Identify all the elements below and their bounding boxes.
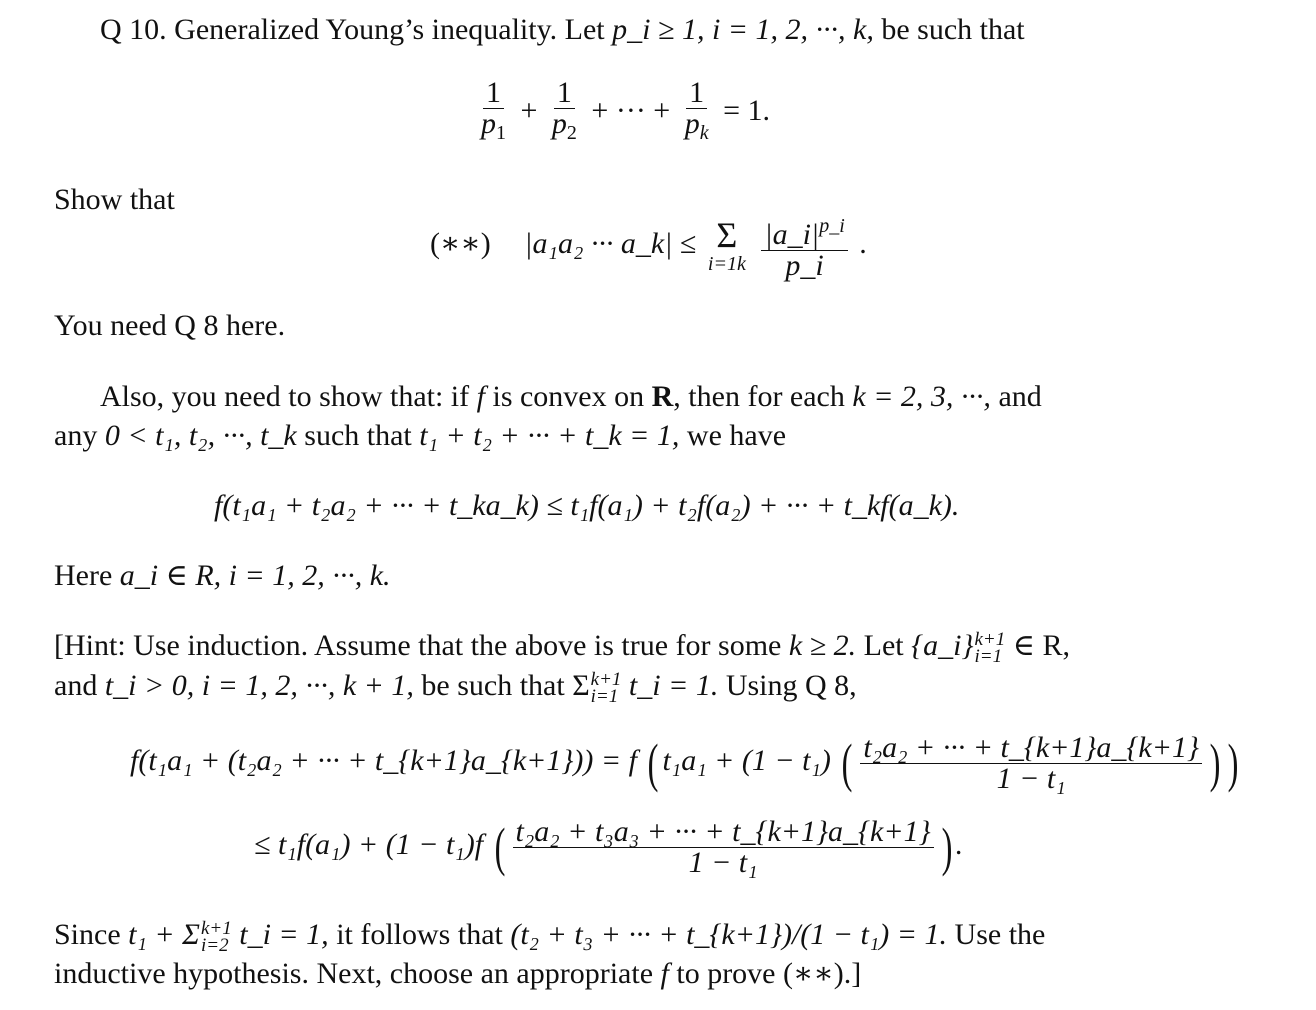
plus-sign: +	[520, 93, 538, 127]
hint-equation-2: ≤ t₁f(a₁) + (1 − t₁)f ( $\frac{\text{t₂a₂ + t₃a₃ + ··· + t\_\{k+1\}a\_\{k+1\}}}{\text{1 − t₁}}$ ) .	[254, 814, 964, 879]
star-label: (∗∗)	[430, 227, 491, 260]
rhs-equals: = 1.	[723, 93, 771, 127]
you-need-q8: You need Q 8 here.	[54, 309, 286, 342]
question-intro-math: p_i ≥ 1, i = 1, 2, ···, k,	[612, 13, 874, 46]
reals-symbol: R	[651, 380, 674, 413]
jensen-equation: f(t₁a₁ + t₂a₂ + ··· + t_ka_k) ≤ t₁f(a₁) + t₂f(a₂) + ··· + t_kf(a_k).	[214, 489, 960, 522]
show-that: Show that	[54, 183, 175, 216]
hint-line-2: and t_i > 0, i = 1, 2, ···, k + 1, be such that Σ k+1 i=1 t_i = 1. Using Q 8,	[54, 669, 857, 708]
constraint-equation	[474, 78, 770, 148]
since-line-2: inductive hypothesis. Next, choose an appropriate f to prove (∗∗).]	[54, 957, 862, 990]
hint-line-1: [Hint: Use induction. Assume that the above is true for some k ≥ 2. Let {a_i} k+1 i=1 ∈ R,	[54, 629, 1070, 668]
question-intro-tail: be such that	[881, 13, 1025, 46]
dots-sign: + ··· +	[591, 93, 671, 127]
also-line-1: Also, you need to show that: if f is convex on R, then for each k = 2, 3, ···, and	[100, 380, 1042, 413]
here-line: Here a_i ∈ R, i = 1, 2, ···, k.	[54, 559, 391, 592]
star-leq: ≤	[679, 227, 697, 260]
hint-eq1-fraction: $\frac{\text{t₂a₂ + ··· + t\_\{k+1\}a\_\{k+1\}}}{\text{1 − t₁}}$	[860, 733, 1202, 794]
frac-p1: $\frac{1}{p_1}$	[481, 76, 506, 144]
since-line-1: Since t₁ + Σ k+1 i=2 t_i = 1, it follows that (t₂ + t₃ + ··· + t_{k+1})/(1 − t₁) = 1. Use the	[54, 918, 1046, 957]
star-inequality	[430, 204, 867, 284]
star-fraction: $\frac{|a\_i|^{p\_i}}{p\_i}$	[761, 211, 847, 281]
sum-symbol: Σ i=1k	[707, 215, 746, 276]
star-lhs: |a₁a₂ ··· a_k|	[524, 227, 673, 260]
question-header	[100, 12, 1025, 48]
hint-eq2-fraction: $\frac{\text{t₂a₂ + t₃a₃ + ··· + t\_\{k+1\}a\_\{k+1\}}}{\text{1 − t₁}}$	[513, 817, 934, 878]
star-period: .	[859, 227, 867, 260]
frac-pk: $\frac{1}{p_k}$	[684, 76, 709, 144]
also-line-2: any 0 < t₁, t₂, ···, t_k such that t₁ + t₂ + ··· + t_k = 1, we have	[54, 419, 787, 452]
frac-p2: $\frac{1}{p_2}$	[551, 76, 577, 144]
question-number: Q 10.	[100, 13, 167, 46]
question-title: Generalized Young’s inequality.	[174, 13, 558, 46]
question-intro: Let	[564, 13, 605, 46]
hint-equation-1: f(t₁a₁ + (t₂a₂ + ··· + t_{k+1}a_{k+1})) = f ( t₁a₁ + (1 − t₁) ( $\frac{\text{t₂a₂ + ··· + t\_\{k+1\}a\_\{k+1\}}}{\text{1 − t₁}}$ ) )	[130, 730, 1239, 795]
